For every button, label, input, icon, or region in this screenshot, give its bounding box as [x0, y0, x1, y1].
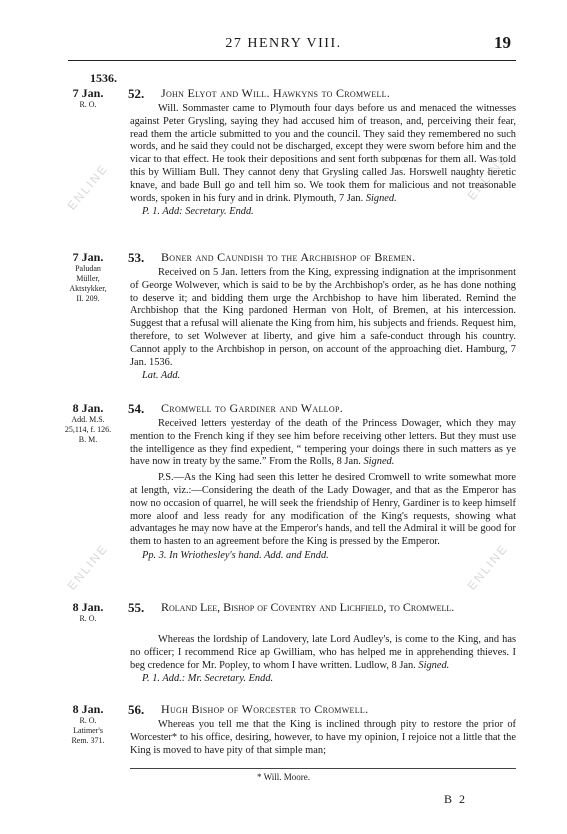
entry-source: Paludan — [75, 264, 101, 273]
entry-text: Whereas you tell me that the King is inclined through pity to restore the prior of Worcester* to his office, desiring, however, to have my opinion, I rejoice not a little that the King is moved to have pity of that simple man; — [130, 719, 516, 756]
entry-text: Received letters yesterday of the death of the Princess Dowager, which they may mention to the French king if they see him before receiving other letters. But they must use the intelligence as they find expedient, “ tempering your doings there in such matters as ye have now in treaty by the same.” From the Rolls, 8 Jan. — [130, 418, 516, 468]
entry-footer: Pp. 3. In Wriothesley's hand. Add. and Endd. — [142, 549, 329, 561]
entry-source: B. M. — [78, 435, 98, 444]
footnote-rule — [130, 768, 516, 769]
entry-title: John Elyot and Will. Hawkyns to Cromwell. — [161, 86, 391, 100]
header-rule — [68, 60, 516, 61]
entry-title: Cromwell to Gardiner and Wallop. — [161, 401, 343, 415]
entry-number: 55. — [128, 600, 145, 615]
entry-number: 54. — [128, 401, 145, 416]
entry-body — [130, 103, 516, 219]
entry-margin — [56, 702, 120, 746]
entry-date: 7 Jan. — [72, 86, 104, 100]
entry-date: 8 Jan. — [72, 401, 104, 415]
running-head — [0, 33, 567, 56]
entry-text: Received on 5 Jan. letters from the King, expressing indignation at the imprisonment of George Wolwever, which is said to be by the Archbishop's order, as he has done nothing to deserve it; and bidding them urge the Archbishop to have him liberated. Remind the Archbishop that the King pardoned Herman von Holt, of Bremen, at his intercession. Suggest that a refusal will alienate the King from him, his subjects and friends. Request him, therefore, to set Wolwever at liberty, and give him a safe-conduct through his country. Cannot apply to the Archbishop in person, on account of the approaching diet. Hamburg, 7 Jan. 1536. — [130, 267, 516, 368]
entry-number: 53. — [128, 250, 145, 265]
entry-body — [130, 267, 516, 383]
entry-source: II. 209. — [76, 294, 100, 303]
watermark: ENLINE — [64, 161, 111, 213]
entry-source: R. O. — [79, 100, 97, 109]
entry-date: 7 Jan. — [72, 250, 104, 264]
watermark: ENLINE — [464, 151, 511, 203]
entry-margin — [56, 86, 120, 110]
entry-text: Whereas the lordship of Landovery, late Lord Audley's, is come to the King, and has no officer; I recommend Rice ap Gwilliam, who has helped me in apprehending thieves. I beg credence for Mr. Popley, to whom I have written. Ludlow, 8 Jan. — [130, 634, 516, 671]
entry-signed: Signed. — [418, 659, 450, 671]
entry-footer: P. 1. Add.: Mr. Secretary. Endd. — [142, 673, 274, 685]
entry-text: Will. Sommaster came to Plymouth four days before us and menaced the witnesses against Peter Grysling, saying they had accused him of treason, and, perceiving their fear, read them the article submitted to you and the council. They said they remembered no such words, and he said they could not be discharged, except they were sworn before him and the vicar to that effect. He took their depositions and sent forth subpœnas for them all. Was told this by William Bull. They cannot deny that Grysling called Jas. Horswell naughty heretic knave, and bade Bull go and tell him so. We took them for malicious and not treasonable words, spoken in his fury and in drink. Plymouth, 7 Jan. — [130, 103, 516, 204]
entry-postscript: P.S.—As the King had seen this letter he desired Cromwell to write somewhat more at length, viz.:—Considering the death of the Lady Dowager, and that as the Emperor has now no occasion of quarrel, he will seek the friendship of Henry, Gardiner is to keep himself more aloof and less ready for any modification of the King's requests, showing what advantages he may now have at the Emperor's hands, and tell the Admiral it will be good for them to hasten to an agreement before the King is pressed by the Emperor. — [130, 472, 516, 548]
entry-source: Add. M.S. — [71, 415, 105, 424]
footnote: * Will. Moore. — [257, 772, 310, 782]
entry-source: Aktstykker, — [69, 284, 107, 293]
entry-source: Rem. 371. — [71, 736, 105, 745]
entry-date: 8 Jan. — [72, 600, 104, 614]
entry-title: Hugh Bishop of Worcester to Cromwell. — [161, 702, 369, 716]
entry-source: R. O. — [79, 716, 97, 725]
entry-source: Latimer's — [73, 726, 103, 735]
entry-margin — [56, 250, 120, 304]
year-label: 1536. — [90, 71, 117, 85]
entry-number: 52. — [128, 86, 145, 101]
entry-footer: P. 1. Add: Secretary. Endd. — [142, 206, 254, 218]
entry-source: 25,114, f. 126. — [64, 425, 112, 434]
entry-footer: Lat. Add. — [142, 370, 181, 382]
signature-mark: B 2 — [443, 792, 467, 806]
entry-date: 8 Jan. — [72, 702, 104, 716]
watermark: ENLINE — [64, 541, 111, 593]
entry-title: Roland Lee, Bishop of Coventry and Lichfield, to Cromwell. — [161, 600, 455, 614]
entry-margin — [56, 600, 120, 624]
entry-margin — [56, 401, 120, 445]
entry-body — [130, 719, 516, 757]
page-number: 19 — [494, 33, 511, 52]
entry-title: Boner and Caundish to the Archbishop of Bremen. — [161, 250, 416, 264]
entry-body — [130, 634, 516, 686]
entry-signed: Signed. — [365, 192, 397, 204]
entry-source: Müller, — [76, 274, 100, 283]
watermark: ENLINE — [464, 541, 511, 593]
entry-number: 56. — [128, 702, 145, 717]
entry-signed: Signed. — [363, 456, 395, 468]
entry-source: R. O. — [79, 614, 97, 623]
entry-body — [130, 418, 516, 563]
running-title: 27 HENRY VIII. — [225, 36, 342, 51]
